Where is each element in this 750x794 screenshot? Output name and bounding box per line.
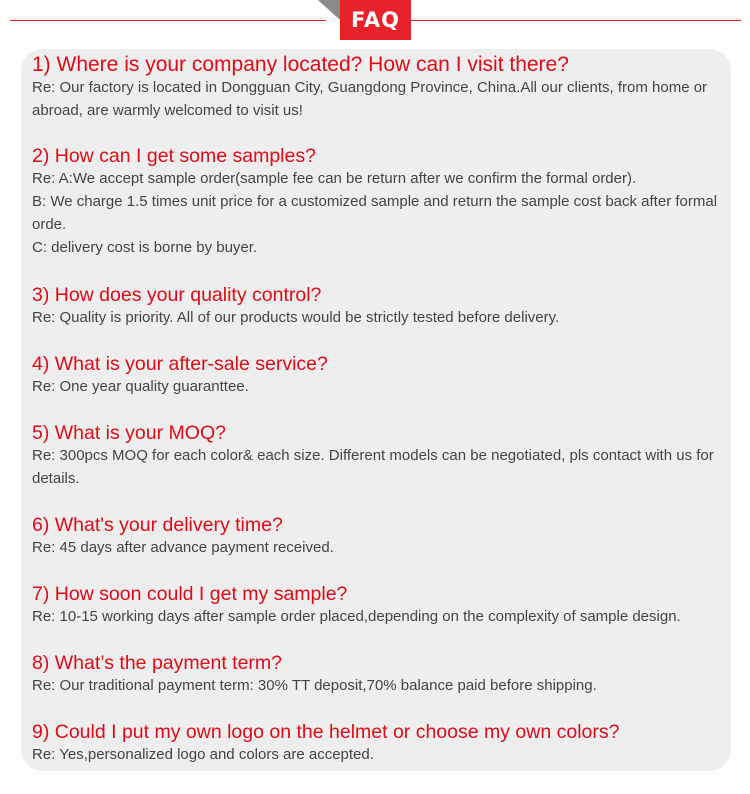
faq-answer-7: Re: 10-15 working days after sample order placed,depending on the complexity of sample design. [32, 608, 681, 625]
faq-answer-2-line-c: C: delivery cost is borne by buyer. [32, 239, 258, 256]
faq-item-6 [32, 514, 744, 559]
faq-question-6: 6) What's your delivery time? [32, 514, 283, 536]
faq-item-9 [32, 721, 744, 766]
faq-answer-2-line-a: Re: A:We accept sample order(sample fee can be return after we confirm the formal order). [32, 170, 637, 187]
faq-answer-2-line-b: B: We charge 1.5 times unit price for a customized sample and return the sample cost back after formal orde. [32, 193, 718, 233]
header-tab-fold [318, 0, 340, 20]
faq-question-2: 2) How can I get some samples? [32, 145, 316, 167]
faq-question-8: 8) What’s the payment term? [32, 652, 282, 674]
faq-item-7 [32, 583, 744, 628]
faq-answer-4: Re: One year quality guaranttee. [32, 378, 249, 395]
faq-answer-3: Re: Quality is priority. All of our products would be strictly tested before delivery. [32, 309, 560, 326]
faq-answer-5: Re: 300pcs MOQ for each color& each size. Different models can be negotiated, pls contact with us for details. [32, 447, 714, 487]
faq-question-9: 9) Could I put my own logo on the helmet or choose my own colors? [32, 721, 620, 743]
faq-item-3 [32, 284, 744, 329]
faq-question-3: 3) How does your quality control? [32, 284, 322, 306]
faq-item-2 [32, 145, 744, 259]
faq-title-tab: FAQ [340, 0, 411, 40]
header-divider-right [411, 20, 741, 21]
faq-question-4: 4) What is your after-sale service? [32, 353, 328, 375]
faq-answer-1: Re: Our factory is located in Dongguan City, Guangdong Province, China.All our clients, from home or abroad, are warmly welcomed to visit us! [32, 79, 708, 119]
faq-item-1 [32, 54, 744, 122]
header-divider-left [10, 20, 326, 21]
faq-answer-8: Re: Our traditional payment term: 30% TT deposit,70% balance paid before shipping. [32, 677, 597, 694]
faq-question-1: 1) Where is your company located? How can I visit there? [32, 53, 569, 76]
faq-item-4 [32, 353, 744, 398]
faq-answer-6: Re: 45 days after advance payment received. [32, 539, 334, 556]
faq-item-5 [32, 422, 744, 490]
faq-question-7: 7) How soon could I get my sample? [32, 583, 348, 605]
faq-question-5: 5) What is your MOQ? [32, 422, 226, 444]
faq-item-8 [32, 652, 744, 697]
faq-header [0, 0, 750, 42]
faq-answer-9: Re: Yes,personalized logo and colors are accepted. [32, 746, 374, 763]
